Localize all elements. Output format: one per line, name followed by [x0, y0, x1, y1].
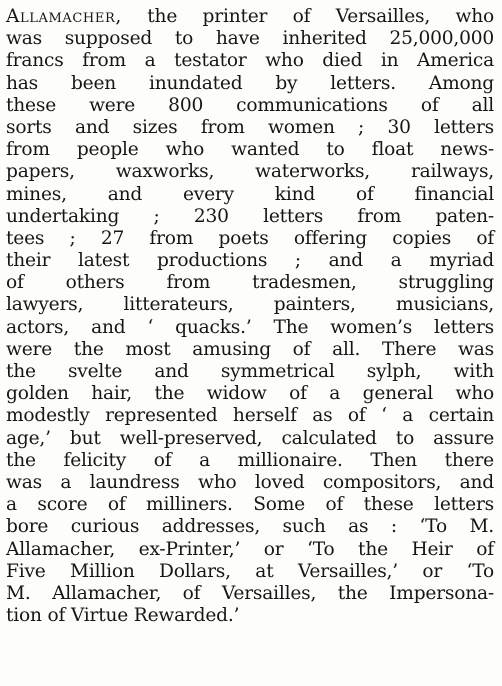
- article-line: has been inundated by letters. Among: [6, 72, 494, 94]
- article-line: golden hair, the widow of a general who: [6, 383, 494, 405]
- article-line: lawyers, litterateurs, painters, musicians,: [6, 294, 494, 316]
- article-line: the svelte and symmetrical sylph, with: [6, 361, 494, 382]
- article-line: undertaking ; 230 letters from paten-: [6, 205, 494, 227]
- article-line: francs from a testator who died in America: [6, 50, 494, 72]
- article-line: modestly represented herself as of ‘ a certain: [6, 405, 494, 427]
- article-line: was supposed to have inherited 25,000,000: [6, 28, 494, 50]
- article-line: actors, and ‘ quacks.’ The women’s letters: [6, 316, 494, 338]
- article-line: mines, and every kind of financial: [6, 183, 494, 205]
- lead-name: Allamacher,: [6, 6, 122, 27]
- article-line: their latest productions ; and a myriad: [6, 250, 494, 272]
- article-line: [6, 6, 494, 28]
- article-line: age,’ but well-preserved, calculated to assure: [6, 427, 494, 449]
- article-line: a score of milliners. Some of these letters: [6, 494, 494, 516]
- article-line: sorts and sizes from women ; 30 letters: [6, 116, 494, 138]
- article-paragraph: [6, 6, 494, 627]
- article-line: papers, waxworks, waterworks, railways,: [6, 161, 494, 183]
- article-line: M. Allamacher, of Versailles, the Impersona-: [6, 582, 494, 604]
- article-line: tion of Virtue Rewarded.’: [6, 605, 240, 627]
- article-line: Allamacher, ex-Printer,’ or ‘To the Heir of: [6, 538, 494, 560]
- article-line: the felicity of a millionaire. Then there: [6, 449, 494, 471]
- article-line: was a laundress who loved compositors, and: [6, 471, 494, 493]
- article-line: were the most amusing of all. There was: [6, 338, 494, 360]
- article-line: bore curious addresses, such as : ‘To M.: [6, 516, 494, 538]
- article-line: tees ; 27 from poets offering copies of: [6, 227, 494, 249]
- article-line: of others from tradesmen, struggling: [6, 272, 494, 294]
- article-line: Five Million Dollars, at Versailles,’ or ‘To: [6, 560, 494, 582]
- article-line-text: the printer of Versailles, who: [121, 6, 494, 27]
- article-line: from people who wanted to float news-: [6, 139, 494, 161]
- article-line: these were 800 communications of all: [6, 94, 494, 116]
